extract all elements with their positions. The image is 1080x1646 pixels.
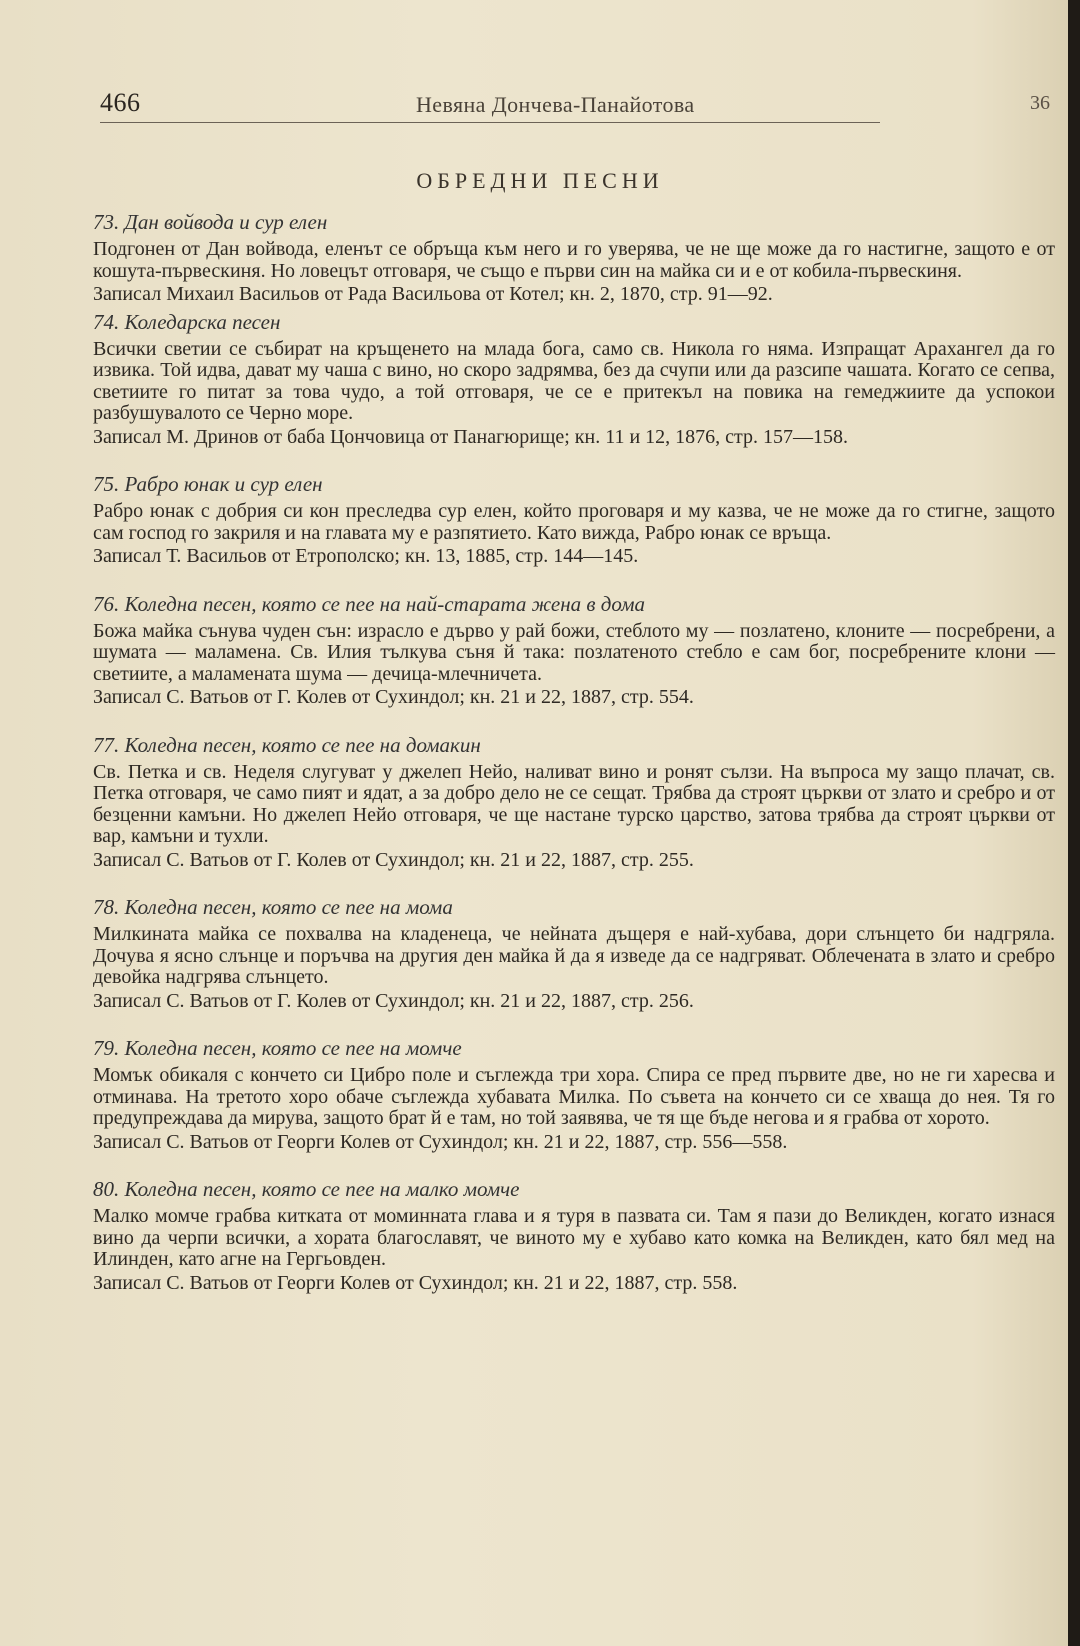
header-rule <box>100 122 880 123</box>
entry-title: 73. Дан войвода и сур елен <box>93 210 328 234</box>
entry-source: Записал С. Ватьов от Г. Колев от Сухиндол; кн. 21 и 22, 1887, стр. 255. <box>93 848 694 871</box>
song-entry <box>93 208 1055 306</box>
song-entry <box>93 1175 1055 1294</box>
entry-title: 75. Рабро юнак и сур елен <box>93 472 323 496</box>
entry-summary: Божа майка сънува чуден сън: израсло е дърво у рай божи, стеблото му — позлатено, клоните — посребрени, а шумата — маламена. Св. Илия тълкува съня й така: позлатеното стебло е сам бог, посребрените клони — светиите, а маламената шума — дечица-млечничета. <box>93 619 1055 685</box>
page-edge <box>1068 0 1080 1646</box>
entry-title: 76. Коледна песен, която се пее на най-старата жена в дома <box>93 591 645 616</box>
song-entry <box>93 590 1055 709</box>
entry-source: Записал Т. Васильов от Етрополско; кн. 13, 1885, стр. 144—145. <box>93 545 639 567</box>
entry-summary: Момък обикаля с кончето си Цибро поле и съглежда три хора. Спира се пред първите две, но не ги харесва и отминава. На третото хоро обаче съглежда хубавата Милка. По съвета на кончето си се хваща до нея. Тя го предупреждава да мирува, защото брат й е там, но той заявява, че тя ще бъде негова и я грабва от хорото. <box>93 1064 1055 1129</box>
song-entry <box>93 1034 1055 1153</box>
running-head: Невяна Дончева-Панайотова <box>416 92 695 117</box>
entry-summary: Малко момче грабва китката от моминната глава и я туря в пазвата си. Там я пази до Великден, когато изнася вино да черпи всички, а хората благославят, че виното му е хубаво като комка на Великден, като бял мед на Илинден, като агне на Гергьовден. <box>93 1205 1055 1270</box>
entry-title: 78. Коледна песен, която се пее на мома <box>93 895 453 919</box>
entry-summary: Подгонен от Дан войвода, еленът се обръща към него и го уверява, че не ще може да го настигне, защото е от кошута-първескиня. Но ловецът отговаря, че също е първи син на майка си и е от кобила-първескиня. <box>93 238 1055 282</box>
song-entry <box>93 731 1055 872</box>
entry-source: Записал С. Ватьов от Георги Колев от Сухиндол; кн. 21 и 22, 1887, стр. 558. <box>93 1271 738 1294</box>
corner-number: 36 <box>1030 92 1050 114</box>
entries-list <box>93 208 1055 1316</box>
entry-source: Записал С. Ватьов от Г. Колев от Сухиндол; кн. 21 и 22, 1887, стр. 554. <box>93 686 694 708</box>
page-number: 466 <box>100 88 141 117</box>
entry-source: Записал М. Дринов от баба Цончовица от Панагюрище; кн. 11 и 12, 1876, стр. 157—158. <box>93 425 849 448</box>
entry-title: 77. Коледна песен, която се пее на домакин <box>93 732 481 757</box>
entry-title: 80. Коледна песен, която се пее на малко момче <box>93 1177 520 1201</box>
song-entry <box>93 308 1055 449</box>
song-entry <box>93 470 1055 568</box>
entry-summary: Св. Петка и св. Неделя слугуват у джелеп Нейо, наливат вино и ронят сълзи. На въпроса му защо плачат, св. Петка отговаря, че само пият и ядат, а за добро дело не се сещат. Трябва да строят църкви от злато и сребро и от безценни камъни. Но джелеп Нейо отговаря, че ще настане турско царство, затова трябва да строят църкви от вар, камъни и тухли. <box>93 760 1055 847</box>
entry-title: 79. Коледна песен, която се пее на момче <box>93 1036 462 1060</box>
entry-title: 74. Коледарска песен <box>93 309 281 334</box>
song-entry <box>93 893 1055 1012</box>
entry-summary: Всички светии се събират на кръщенето на млада бога, само св. Никола го няма. Изпращат Арахангел да го извика. Той идва, дават му чаша с вино, но скоро задрямва, без да счупи или да разсипе чашата. Когато се сепва, светиите го питат за това чудо, а той отговаря, че се е притекъл на повика на гемеджиите да успокои разбушувалото се Черно море. <box>93 337 1055 424</box>
entry-source: Записал С. Ватьов от Георги Колев от Сухиндол; кн. 21 и 22, 1887, стр. 556—558. <box>93 1130 788 1153</box>
page-header <box>100 88 1050 128</box>
entry-source: Записал С. Ватьов от Г. Колев от Сухиндол; кн. 21 и 22, 1887, стр. 256. <box>93 989 694 1012</box>
entry-source: Записал Михаил Васильов от Рада Васильова от Котел; кн. 2, 1870, стр. 91—92. <box>93 283 773 305</box>
entry-summary: Рабро юнак с добрия си кон преследва сур елен, който проговаря и му казва, че не може да го стигне, защото сам господ го закриля и на главата му е разпятието. Като вижда, Рабро юнак се връща. <box>93 500 1055 544</box>
entry-summary: Милкината майка се похвалва на кладенеца, че нейната дъщеря е най-хубава, дори слънцето би надгряла. Дочува я ясно слънце и поръчва на другия ден майка й да я изведе да се надгряват. Облечената в злато и сребро девойка надгрява слънцето. <box>93 923 1055 988</box>
section-title: ОБРЕДНИ ПЕСНИ <box>416 168 664 193</box>
